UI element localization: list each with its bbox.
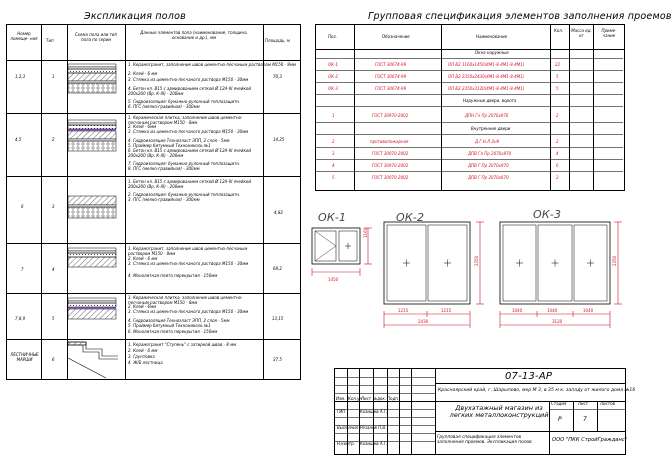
stamp-stage: Р — [558, 416, 562, 423]
spec-section-title: Внутренние двери — [471, 126, 511, 131]
floor-type: 4 — [52, 267, 55, 272]
stamp-person: Козищев А.Г. — [360, 409, 388, 414]
header-type: Тип — [46, 38, 54, 43]
window-ok1-height: 1160 — [363, 227, 368, 238]
stamp-role-col: №док. — [373, 396, 387, 401]
spec-title: Групповая спецификация элементов заполнения проемов — [368, 11, 672, 22]
window-ok3-label: ОК-3 — [533, 208, 562, 221]
stamp-sheet-title: Групповая спецификация элементов заполнения проемов. Экспликация полов — [437, 435, 532, 445]
floor-type: 3 — [52, 204, 55, 209]
spec-name: Д.Г.Н.Л 2н9 — [475, 139, 500, 144]
spec-designation: ГОСТ 30674-99 — [375, 74, 407, 79]
window-ok2-height: 2350 — [474, 255, 479, 266]
window-ok2-part: 1215 — [441, 308, 452, 313]
floor-rooms: ЛЕСТНИЧНЫЕ МАРШИ — [10, 352, 39, 362]
window-ok1-width: 1450 — [328, 277, 339, 282]
spec-name: ОП В2 2350х3120(4М1-8-4М1-8-4М1) — [448, 86, 525, 91]
stamp-role: ГИП — [337, 409, 346, 414]
spec-header-name: Наименование — [476, 34, 508, 39]
stamp-sheet-label: Лист — [578, 401, 589, 406]
spec-designation: ГОСТ 30970-2002 — [372, 113, 409, 118]
header-area: Площадь, м — [265, 38, 290, 43]
spec-name: ОП В2 1160х1450(4М1-8-4М1-8-4М1) — [448, 62, 525, 67]
spec-qty: 22 — [555, 62, 561, 67]
stamp-stage-label: Стадия — [551, 401, 567, 406]
spec-qty: 5 — [556, 86, 559, 91]
spec-pos: ОК-2 — [328, 74, 338, 79]
spec-name: ДПВ Г Пр 2070х970 — [468, 163, 509, 168]
stamp-person: Козищев А.Г. — [360, 441, 388, 446]
spec-rows — [315, 48, 623, 189]
floor-area: 70,3 — [273, 74, 282, 79]
floor-type-2-scheme — [68, 120, 116, 151]
floor-schemes — [66, 58, 122, 382]
spec-designation: ГОСТ 30970-2002 — [372, 163, 409, 168]
stamp-project: Двухэтажный магазин из легких металлоконструкций — [449, 404, 549, 419]
floor-type-1-scheme — [68, 64, 116, 93]
window-ok1-label: ОК-1 — [318, 211, 347, 224]
floor-type: 6 — [52, 357, 55, 362]
window-ok2-width: 2430 — [418, 319, 429, 324]
spec-header-note: Приме- чание — [601, 28, 617, 38]
spec-header-designation: Обозначение — [382, 34, 410, 39]
floor-area: 4,82 — [274, 210, 283, 215]
spec-qty: 2 — [556, 175, 559, 180]
floor-rooms: 4,5 — [15, 137, 22, 142]
spec-name: ОП В2 2350х2430(4М1-8-4М1-8-4М1) — [448, 74, 525, 79]
window-ok3-part: 1040 — [583, 308, 594, 313]
floor-type-3-scheme — [68, 196, 116, 218]
floors-table: Номер помеще- ния Тип Схема пола или тип пола по серии Данные элементов пола (наименование, толщина, основание и др.), мм Площадь, м 1,2,3 1 70,3 1. Керамогранит, заполнение швов цементно-песчаным раствором М150 - 8мм 2. Клей - 6 мм 3. Стяжка из цементно-песчаного раствора М150 - 30мм 4. Бетон кл. В15 с армированием сеткой Ø 12А-III ячейкой 200х200 (Вр. К-III) - 200мм 5. Гидроизоляция: бумажно-рулонный теплозащитн. 6. ПГС (мелко-гравийная) - 300мм 4,5 2 14,25 1. Керамическая плитка, заполнение швов цементно-песчаным раствором М150 - 8мм 2. Клей - 6мм 3. Стяжка из цементно-песчаного раствора М150 - 30мм 4. Гидроизоляция Техноэласт ЭПП, 2 слоя - 5мм 5. Праймер битумный Технониколь №1 6. Бетон кл. В15 с армированием сеткой Ø 12А-III ячейкой 200х200 (Вр. К-III) - 200мм 7. Гидроизоляция: бумажно-рулонный теплозащитн. 8. ПГС (мелко-гравийная) - 300мм 6 3 4,82 1. Бетон кл. В15 с армированием сеткой Ø 12А-III ячейкой 200х200 (Вр. К-III) - 200мм 2. Гидроизоляция: бумажно-рулонный теплозащитн. 3. ПГС (мелко-гравийная) - 300мм 7 4 68,2 1. Керамогранит, заполнение швов цементно-песчаным раствором М150 - 8мм 2. Клей - 6 мм 3. Стяжка из цементно-песчаного раствора М150 - 30мм 4. Монолитная плита перекрытия - 150мм 7,8,9 5 13,15 1. Керамическая плитка, заполнение швов цементно-песчаным раствором М150 - 8мм 2. Клей - 6мм 3. Стяжка из цементно-песчаного раствора М150 - 30мм 4. Гидроизоляция Техноэласт ЭПП, 2 слоя - 5мм 5. Праймер битумный Технониколь №1 6. Монолитная плита перекрытия - 150мм ЛЕСТНИЧНЫЕ МАРШИ 6 37,5 1. Керамогранит "Ступень" с затиркой швов - 8 мм 2. Клей - 6 мм 3. Грунтовка 4. Ж/Б лестница — [6, 24, 301, 380]
floor-type-4-scheme — [68, 248, 116, 267]
floors-title: Экспликация полов — [84, 11, 186, 22]
spec-designation: ГОСТ 30970-2002 — [372, 175, 409, 180]
floor-rooms: 7,8,9 — [15, 316, 26, 321]
spec-header-mass: Масса ед. кг — [571, 28, 592, 38]
spec-pos: 1 — [332, 113, 335, 118]
spec-name: ДПВ Гл Пр 2070х970 — [468, 151, 512, 156]
spec-pos: ОК-3 — [328, 86, 338, 91]
window-ok3-width: 3120 — [552, 319, 563, 324]
stamp-role-col: Подп. — [387, 396, 400, 401]
stamp-person: Резанов П.В. — [360, 425, 387, 430]
stamp-sheet: 7 — [583, 416, 587, 423]
floor-type: 5 — [52, 316, 55, 321]
spec-section-title: Окна наружные — [475, 50, 509, 55]
window-ok3-part: 1040 — [547, 308, 558, 313]
header-scheme: Схема пола или тип пола по серии — [74, 32, 118, 42]
stamp-sheets-label: Листов — [600, 401, 615, 406]
stamp-role-col: Кол.уч — [348, 396, 362, 401]
header-rooms: Номер помеще- ния — [10, 31, 38, 41]
header-elements: Данные элементов пола (наименование, толщина, основание и др.), мм — [140, 30, 248, 40]
window-ok3-height: 2350 — [612, 255, 617, 266]
window-ok2-label: ОК-2 — [396, 211, 425, 224]
spec-pos: ОК-1 — [328, 62, 338, 67]
floor-type: 2 — [52, 137, 55, 142]
stamp-org: ООО "ПКК СтройГражданс" — [552, 437, 628, 443]
spec-designation: противопожарная — [370, 139, 409, 144]
spec-pos: 5 — [332, 175, 335, 180]
floor-rooms: 1,2,3 — [15, 74, 26, 79]
floor-area: 14,25 — [273, 137, 285, 142]
spec-designation: ГОСТ 30674-99 — [375, 62, 407, 67]
spec-pos: 3 — [332, 151, 335, 156]
stamp-role-head: Изм. — [336, 396, 346, 401]
spec-name: ДПВ Г Пр 2070х670 — [468, 175, 509, 180]
spec-section-title: Наружные двери, ворота — [463, 98, 517, 103]
floor-area: 68,2 — [273, 266, 282, 271]
stamp-role: Выполнил — [337, 425, 359, 430]
spec-qty: 2 — [556, 113, 559, 118]
spec-designation: ГОСТ 30674-99 — [375, 86, 407, 91]
floor-type-5-scheme — [68, 298, 116, 319]
spec-header-pos: Поз. — [328, 34, 337, 39]
spec-pos: 4 — [332, 163, 335, 168]
spec-qty: 5 — [556, 74, 559, 79]
stamp-code: 07-13-АР — [505, 371, 553, 382]
spec-pos: 2 — [332, 139, 335, 144]
floor-rooms: 7 — [21, 267, 24, 272]
floor-rooms: 6 — [21, 204, 24, 209]
window-ok2-drawing — [380, 218, 492, 336]
floor-type: 1 — [52, 74, 55, 79]
spec-qty: 4 — [556, 151, 559, 156]
window-ok3-part: 1040 — [512, 308, 523, 313]
spec-designation: ГОСТ 30970-2002 — [372, 151, 409, 156]
spec-qty: 6 — [556, 163, 559, 168]
window-ok2-part: 1215 — [398, 308, 409, 313]
stamp-role-col: Лист — [361, 396, 372, 401]
floor-area: 13,15 — [272, 316, 284, 321]
spec-name: ДПН Гл Пр 2070х970 — [465, 113, 509, 118]
floor-type-6-scheme — [68, 342, 118, 378]
floor-area: 37,5 — [273, 357, 282, 362]
stamp-role: Н.контр. — [337, 441, 355, 446]
spec-header-qty: Кол. — [554, 28, 564, 33]
window-ok1-drawing — [304, 222, 384, 292]
spec-qty: 2 — [556, 139, 559, 144]
stamp-address: Красноярский край, г. Шарыпово, мкр М 3, в 35 м к. западу от жилого дома №16 — [438, 388, 636, 393]
